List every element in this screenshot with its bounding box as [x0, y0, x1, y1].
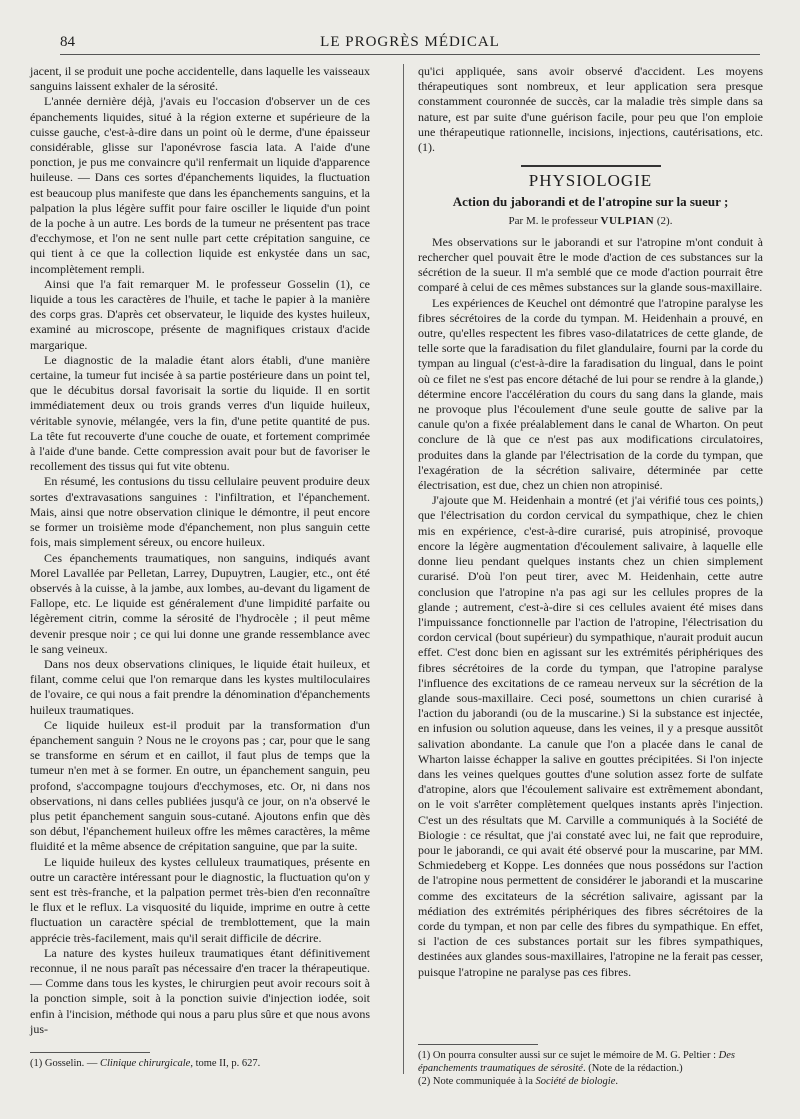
- right-column: [418, 64, 763, 980]
- footnote-rule: [30, 1052, 150, 1053]
- footnote-1-left: (1) Gosselin. — Clinique chirurgicale, tome II, p. 627.: [30, 1058, 261, 1069]
- article-title: Action du jaborandi et de l'atropine sur la sueur ;: [452, 194, 729, 210]
- footnote-2-right: (2) Note communiquée à la Société de biologie.: [418, 1076, 619, 1087]
- section-rule: [521, 165, 661, 167]
- paragraph: Ce liquide huileux est-il produit par la transformation d'un épanchement sanguin ? Nous ne le croyons pas ; car, pour que le sang se transforme en sérum et en caillot, il faut plus de temps que la tumeur n'en met à se former. En outre, un épanchement sanguin, peu profond, s'accompagne toujours d'ecchymoses, etc. Or, ni dans nos observations, ni dans celles publiées jusqu'à ce jour, on n'a observé le plus petit épanchement sanguin sous-cutané. Ajoutons enfin que dès son début, l'épanchement huileux offre les mêmes caractères, la même fluidité et la même absence de crépitation sanguine, que par la suite.: [30, 717, 370, 854]
- paragraph: Le liquide huileux des kystes celluleux traumatiques, présente en outre un caractère intéressant pour le diagnostic, la fluctuation qu'on y sent est très-franche, et la palpation permet très-bien d'en reconnaître le flux et le reflux. La visquosité du liquide, imprime en outre à cette fluctuation un caractère spécial de tremblottement, que la main apprécie très-facilement, mais qu'il serait difficile de décrire.: [30, 854, 370, 945]
- footnote-rule: [418, 1044, 538, 1045]
- paragraph: La nature des kystes huileux traumatiques étant définitivement reconnue, il ne nous paraît pas nécessaire d'en tracer la thérapeutique. — Comme dans tous les kystes, le chirurgien peut avoir recours soit à la ponction simple, soit à la ponction suivie d'injection iodée, soit enfin à l'incision, méthode qui nous a paru plus sûre et que nous avons jus-: [30, 945, 370, 1036]
- left-footnotes: [30, 1052, 370, 1070]
- paragraph: qu'ici appliquée, sans avoir observé d'accident. Les moyens thérapeutiques sont nombreux, et leur application sera presque constamment couronnée de succès, car la maladie très simple dans sa nature, est par suite d'une guérison facile, pour peu que l'on emploie une thérapeutique rationnelle, incisions, injections, cautérisations, etc. (1).: [418, 64, 763, 155]
- paragraph: En résumé, les contusions du tissu cellulaire peuvent produire deux sortes d'extravasations sanguines : l'infiltration, et l'épanchement. Mais, ainsi que notre observation clinique le démontre, il peut encore se former un troisième mode d'épanchement, non plus sanguin cette fois, mais simplement séreux, ou encore huileux.: [30, 474, 370, 550]
- left-column: [30, 64, 370, 1037]
- page-header: [60, 34, 760, 55]
- paragraph: J'ajoute que M. Heidenhain a montré (et j'ai vérifié tous ces points,) que l'électrisation du cordon cervical du sympathique, chez le chien mis en expérience, c'est-à-dire curarisé, puis atropinisé, provoque encore la légère augmentation d'écoulement salivaire, à laquelle elle donne lieu pendant quelques instants chez un chien simplement curarisé. D'où l'on peut tirer, avec M. Heidenhain, cette autre conclusion que l'atropine n'a pas agi sur les cellules propres de la glande ; autrement, c'est-à-dire si ces cellules avaient été mises dans l'impuissance fonctionnelle par l'action de l'atropine, l'électrisation du cordon cervical (bout supérieur) du sympathique, n'aurait produit aucun effet. C'est donc bien en agissant sur les extrémités périphériques des fibres sécrétoires de la corde du tympan, que l'atropine paralyse l'influence des excitations de ce rameau nerveux sur la sécrétion de la glande sous-maxillaire. Ceci posé, soumettons un chien curarisé à l'action du jaborandi (ou de la muscarine.) Si la substance est injectée, en infusion ou solution aqueuse, dans les veines, il y a presque aussitôt salivation abondante. La canule que l'on a placée dans le canal de Wharton laisse échapper la salive en gouttes précipitées. Si l'on injecte dans les veines quelques gouttes d'une solution assez forte de sulfate d'atropine, alors que l'écoulement salivaire est extrêmement abondant, on le voit s'arrêter complètement quelques instants après l'injection. C'est un des résultats que M. Carville a communiqués à la Société de Biologie : ce résultat, que j'ai constaté avec lui, ne fait que reproduire, pour le jaborandi, ce qui avait été observé pour la muscarine, par MM. Schmiedeberg et Koppe. Les données que nous possédons sur l'action de l'atropine nous permettent de considérer le jaborandi et la muscarine comme des excitateurs de la sécrétion salivaire, agissant par la médiation des extrémités périphériques des fibres sécrétoires de la corde du tympan, et non par celle des fibres du sympathique. En effet, si l'action de ces substances portait sur les fibres sympathiques, destinées aux glandes sous-maxillaires, l'atropine ne la ferait pas cesser, puisque l'atropine ne paralyse pas ces fibres.: [418, 493, 763, 979]
- author-name: VULPIAN: [600, 214, 655, 227]
- running-title: LE PROGRÈS MÉDICAL: [320, 34, 500, 50]
- column-divider: [403, 64, 404, 1074]
- paragraph: Mes observations sur le jaborandi et sur l'atropine m'ont conduit à rechercher quel pouvait être le mode d'action de ces substances sur la sécrétion de la sueur. Il m'a semblé que ce mode d'action pourrait être comparé à celui de ces mêmes substances sur la glande sous-maxillaire.: [418, 234, 763, 295]
- paragraph: Le diagnostic de la maladie étant alors établi, d'une manière certaine, la tumeur fut incisée à sa partie postérieure dans un point tel, que le décubitus dorsal favorisait la sortie du liquide. Il en sortit immédiatement deux ou trois grands verres d'un liquide huileux, véritable synovie, mélangée, vers la fin, d'une petite quantité de pus. La tête fut recouverte d'une couche de ouate, et fortement comprimée à l'aide d'une bande. Cette compression avait pour but de favoriser le recollement des tissus qui fut vite obtenu.: [30, 352, 370, 474]
- paragraph: Dans nos deux observations cliniques, le liquide était huileux, et filant, comme celui que l'on remarque dans les kystes multiloculaires de l'ovaire, ce qui nous a fait prendre la dénomination d'épanchements huileux traumatiques.: [30, 656, 370, 717]
- paragraph: Ainsi que l'a fait remarquer M. le professeur Gosselin (1), ce liquide a tous les caractères de l'huile, et tache le papier à la manière des corps gras. D'après cet observateur, le liquide des kystes huileux, examiné au microscope, présente de magnifiques cristaux d'acide margarique.: [30, 276, 370, 352]
- right-footnotes: [418, 1036, 763, 1088]
- paragraph: Les expériences de Keuchel ont démontré que l'atropine paralyse les fibres sécrétoires de la corde du tympan. M. Heidenhain a prouvé, en outre, qu'elles respectent les fibres vaso-dilatatrices de cette glande, de telle sorte que la faradisation du filet glandulaire, fourni par la corde du tympan au lingual (c'est-à-dire la faradisation du lingual, dans le point où ce filet ne s'est pas encore détaché de lui pour se rendre à la glande,) détermine encore l'accélération du cours du sang dans la glande, mais ne provoque plus l'écoulement d'une seule goutte de salive par la canule qu'on a fixée préalablement dans le canal de Wharton. On peut conclure de là que ce n'est pas aux modifications circulatoires, produites dans la glande par l'électrisation de la corde du tympan, que l'exagération de la sécrétion salivaire, déterminée par cette électrisation, est due, chez un chien non atropinisé.: [418, 295, 763, 493]
- paragraph: L'année dernière déjà, j'avais eu l'occasion d'observer un de ces épanchements liquides, situé à la région externe et supérieure de la cuisse gauche, c'est-à-dire dans un point où le derme, d'une épaisseur considérable, glisse sur l'aponévrose fascia lata. A l'aide d'une ponction, je pus me convaincre qu'il renfermait un liquide d'apparence huileuse. — Dans ces sortes d'épanchements liquides, la fluctuation est beaucoup plus manifeste que dans les épanchements sanguins, et la palpation la plus légère suffit pour faire osciller le liquide d'un point de la poche à un autre. Les bords de la tumeur ne présentent pas trace d'ecchymose, et l'on ne sent nulle part cette crépitation sanguine, ce qui tient à ce que la collection liquide est enkystée dans un sac, incomplètement rempli.: [30, 94, 370, 276]
- page-number: 84: [60, 34, 75, 50]
- section-title: PHYSIOLOGIE: [528, 171, 653, 191]
- footnote-1-right: (1) On pourra consulter aussi sur ce sujet le mémoire de M. G. Peltier : Des épanchements traumatiques de sérosité. (Note de la rédaction.): [418, 1050, 735, 1074]
- paragraph: Ces épanchements traumatiques, non sanguins, indiqués avant Morel Lavallée par Pelletan, Larrey, Dupuytren, Laugier, etc., ont été observés à la cuisse, à la jambe, aux lombes, au-devant du ligament de Fallope, etc. Le liquide est généralement d'une limpidité parfaite ou légèrement citrin, comme la sérosité de l'hydrocèle ; il peut même devenir presque noir ; ce qui lui donne une grande ressemblance avec le sang veineux.: [30, 550, 370, 656]
- paragraph: jacent, il se produit une poche accidentelle, dans laquelle les vaisseaux sanguins laissent exhaler de la sérosité.: [30, 64, 370, 94]
- byline: Par M. le professeur VULPIAN (2).: [508, 214, 673, 227]
